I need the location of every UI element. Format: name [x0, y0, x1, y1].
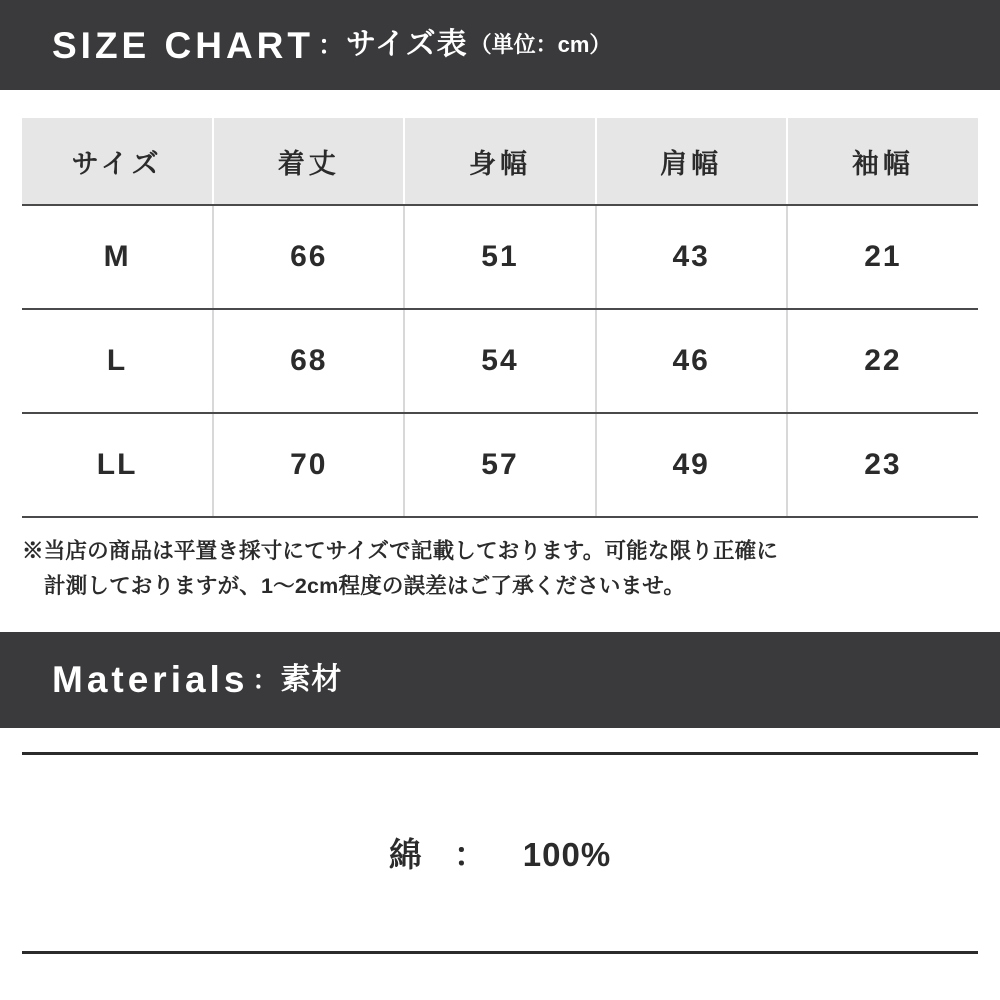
materials-bottom-divider [22, 951, 978, 954]
cell-size: L [22, 309, 213, 413]
cell-shoulder-width: 43 [596, 205, 787, 309]
materials-title-latin: Materials [52, 659, 249, 701]
materials-header-bar [0, 632, 1000, 728]
cell-sleeve-width: 23 [787, 413, 978, 517]
size-chart-title-jp: サイズ表 [346, 28, 468, 61]
size-chart-title-separator: ： [318, 30, 345, 60]
size-table [22, 118, 978, 518]
column-header-shoulder-width: 肩幅 [596, 118, 787, 205]
measurement-note-line-2: 計測しておりますが、1〜2cm程度の誤差はご了承くださいませ。 [44, 573, 686, 598]
size-chart-unit-note: （単位：cm） [469, 32, 612, 57]
size-table-wrapper [0, 90, 1000, 518]
cell-sleeve-width: 21 [787, 205, 978, 309]
materials-title-jp: 素材 [280, 662, 343, 696]
material-composition-row [389, 829, 611, 876]
measurement-note [0, 518, 1000, 604]
size-chart-header-bar [0, 0, 1000, 90]
column-header-chest-width: 身幅 [404, 118, 595, 205]
cell-chest-width: 51 [404, 205, 595, 309]
cell-size: LL [22, 413, 213, 517]
table-row [22, 413, 978, 517]
material-name: 綿 [388, 836, 424, 874]
material-colon: ： [453, 836, 489, 874]
cell-shoulder-width: 49 [596, 413, 787, 517]
column-header-length: 着丈 [213, 118, 404, 205]
size-table-head [22, 118, 978, 205]
material-percentage: 100% [522, 836, 612, 874]
cell-sleeve-width: 22 [787, 309, 978, 413]
materials-title-separator: ： [252, 664, 279, 695]
cell-chest-width: 54 [404, 309, 595, 413]
size-chart-title-latin: SIZE CHART [52, 24, 314, 66]
column-header-sleeve-width: 袖幅 [787, 118, 978, 205]
table-row [22, 205, 978, 309]
cell-length: 66 [213, 205, 404, 309]
cell-length: 70 [213, 413, 404, 517]
measurement-note-line-1: ※当店の商品は平置き採寸にてサイズで記載しております。可能な限り正確に [22, 539, 779, 563]
size-table-body [22, 205, 978, 517]
materials-body [0, 755, 1000, 951]
cell-chest-width: 57 [404, 413, 595, 517]
column-header-size: サイズ [22, 118, 213, 205]
cell-shoulder-width: 46 [596, 309, 787, 413]
cell-size: M [22, 205, 213, 309]
table-row [22, 309, 978, 413]
table-header-row [22, 118, 978, 205]
cell-length: 68 [213, 309, 404, 413]
